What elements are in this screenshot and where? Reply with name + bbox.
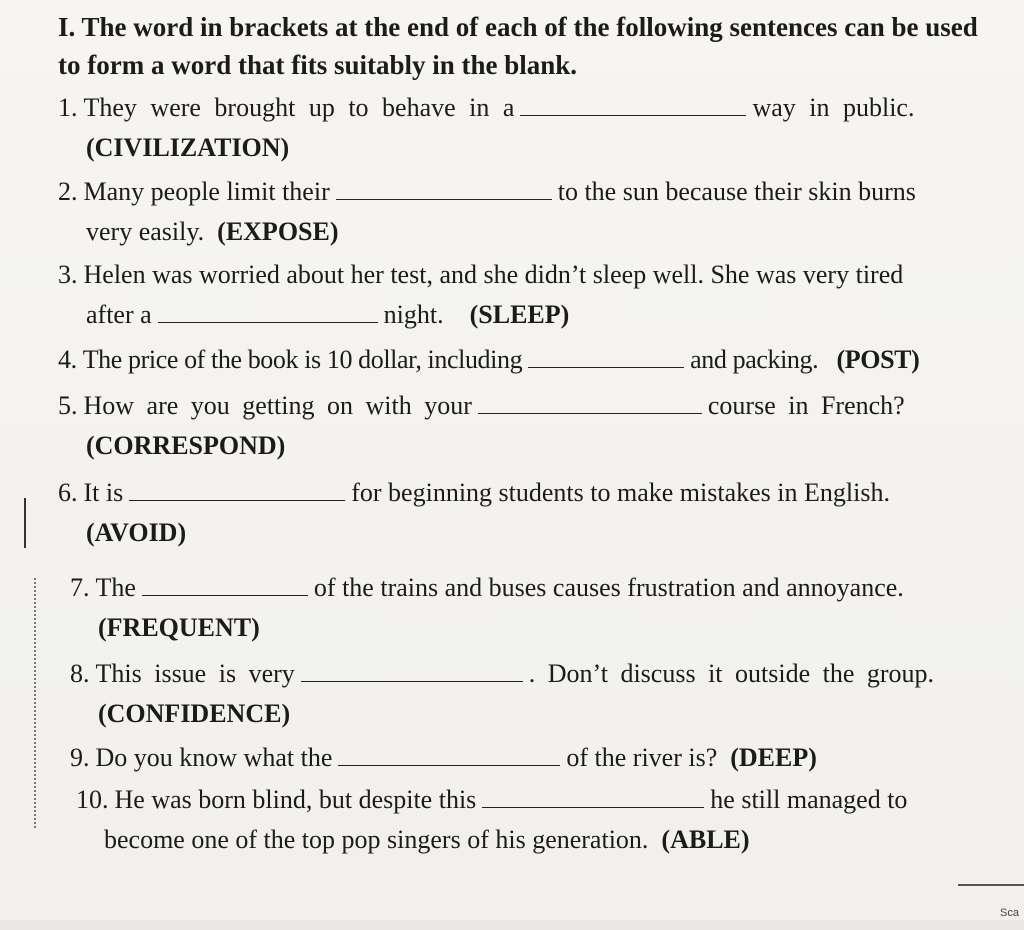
answer-blank[interactable]: [158, 300, 378, 323]
question-9: [70, 738, 817, 778]
sentence-after: . Don’t discuss it outside the group.: [528, 659, 935, 688]
question-7: [70, 568, 904, 648]
question-number: 2.: [58, 177, 78, 206]
question-10: [76, 780, 907, 860]
answer-blank[interactable]: [301, 659, 523, 682]
answer-blank[interactable]: [482, 785, 704, 808]
sentence-text: Helen was worried about her test, and she didn’t sleep well. She was very tired: [83, 260, 904, 289]
question-number: 10.: [76, 785, 109, 814]
sentence-before: They were brought up to behave in a: [83, 93, 515, 122]
question-number: 7.: [70, 573, 90, 602]
answer-blank[interactable]: [336, 177, 552, 200]
question-6: [58, 473, 890, 553]
answer-blank[interactable]: [338, 743, 560, 766]
scan-margin-dots: [34, 578, 36, 828]
word-hint: (ABLE): [661, 825, 750, 854]
word-hint: (EXPOSE): [217, 217, 339, 246]
question-number: 8.: [70, 659, 90, 688]
sentence-after: way in public.: [752, 93, 915, 122]
sentence-before: It is: [83, 478, 124, 507]
sentence-after: of the trains and buses causes frustration and annoyance.: [313, 573, 904, 602]
word-hint: (AVOID): [86, 518, 187, 547]
question-number: 3.: [58, 260, 78, 289]
sentence-after: he still managed to: [710, 785, 908, 814]
word-hint: (DEEP): [730, 743, 817, 772]
scan-label: Sca: [1000, 907, 1019, 919]
page-bottom-edge: [0, 920, 1024, 930]
question-number: 1.: [58, 93, 78, 122]
question-8: [70, 654, 934, 734]
word-hint: (CIVILIZATION): [86, 133, 290, 162]
sentence-after: of the river is?: [566, 743, 718, 772]
scan-margin-line: [24, 498, 26, 548]
question-2: [58, 172, 916, 252]
sentence-before: This issue is very: [95, 659, 295, 688]
sentence-before: How are you getting on with your: [83, 391, 472, 420]
sentence-before: Do you know what the: [95, 743, 333, 772]
word-hint: (FREQUENT): [98, 613, 260, 642]
heading-line-2: to form a word that fits suitably in the blank.: [58, 50, 578, 80]
word-hint: (POST): [836, 345, 920, 374]
question-number: 4.: [58, 345, 77, 374]
question-number: 6.: [58, 478, 78, 507]
sentence-before: after a: [86, 300, 152, 329]
question-3: [58, 255, 903, 335]
sentence-continuation: become one of the top pop singers of his generation.: [104, 825, 649, 854]
answer-blank[interactable]: [142, 573, 308, 596]
sentence-before: He was born blind, but despite this: [114, 785, 477, 814]
word-hint: (SLEEP): [469, 300, 570, 329]
heading-line-1: I. The word in brackets at the end of each of the following sentences can be used: [58, 12, 978, 42]
question-number: 9.: [70, 743, 90, 772]
word-hint: (CORRESPOND): [86, 431, 286, 460]
sentence-before: The: [95, 573, 136, 602]
question-1: [58, 88, 988, 168]
answer-blank[interactable]: [520, 93, 746, 116]
sentence-after: night.: [383, 300, 444, 329]
question-4: [58, 340, 919, 380]
sentence-after: course in French?: [707, 391, 905, 420]
footer-rule: [958, 884, 1024, 886]
sentence-after: to the sun because their skin burns: [557, 177, 916, 206]
sentence-before: The price of the book is 10 dollar, including: [82, 345, 523, 374]
sentence-after: and packing.: [690, 345, 819, 374]
question-5: [58, 386, 905, 466]
word-hint: (CONFIDENCE): [98, 699, 291, 728]
sentence-before: Many people limit their: [83, 177, 330, 206]
answer-blank[interactable]: [528, 345, 684, 368]
answer-blank[interactable]: [478, 391, 702, 414]
exercise-heading: [58, 8, 988, 84]
sentence-after: for beginning students to make mistakes in English.: [351, 478, 890, 507]
answer-blank[interactable]: [129, 478, 345, 501]
question-number: 5.: [58, 391, 78, 420]
sentence-continuation: very easily.: [86, 217, 205, 246]
